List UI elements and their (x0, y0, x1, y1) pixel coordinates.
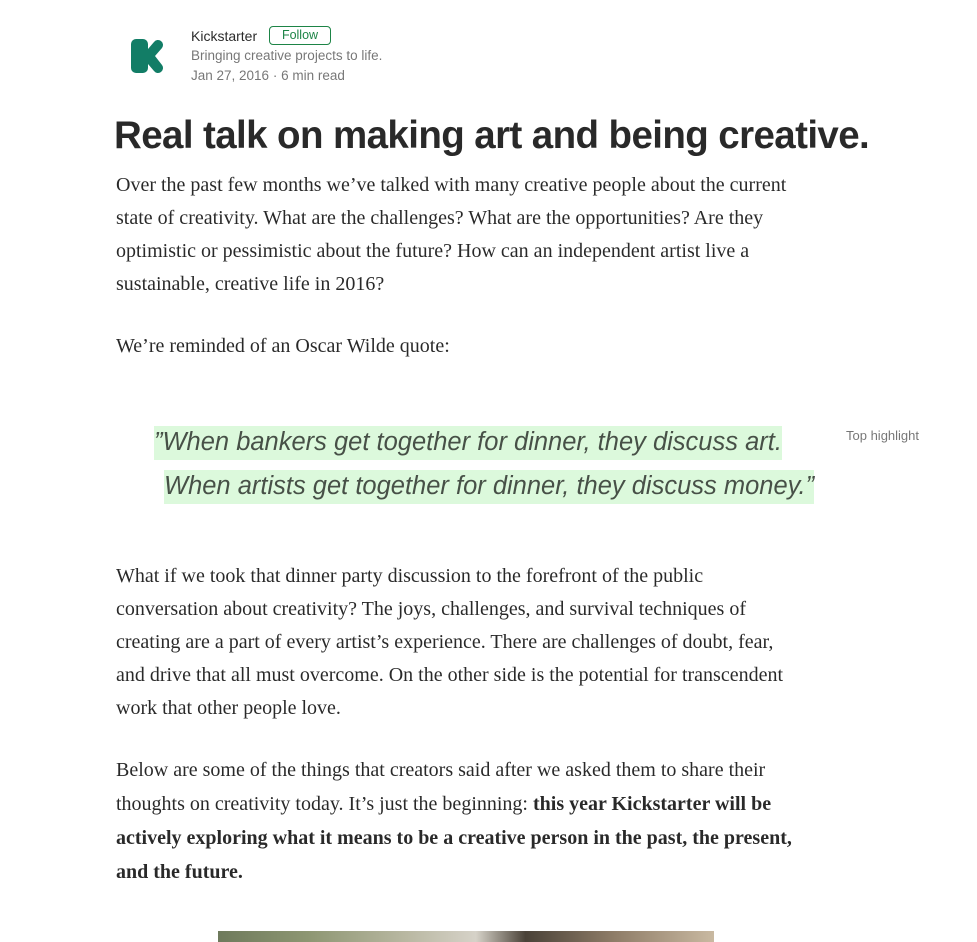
article-paragraph-1: Over the past few months we’ve talked with many creative people about the current state of creativity. What are the challenges? What are the opportunities? Are they optimistic or pessimistic about the future? How can an independent artist live a sustainable, creative life in 2016? (116, 174, 787, 295)
pull-quote (154, 420, 814, 508)
article-paragraph-4 (116, 754, 806, 889)
article-paragraph-2: We’re reminded of an Oscar Wilde quote: (116, 335, 450, 357)
author-header (0, 0, 977, 100)
article-image[interactable] (218, 931, 714, 942)
article-title: Real talk on making art and being creative. (114, 114, 870, 157)
post-date[interactable]: Jan 27, 2016 (191, 68, 270, 83)
kickstarter-logo-icon[interactable] (130, 38, 164, 74)
author-bio: Bringing creative projects to life. (191, 48, 383, 63)
meta-separator: · (269, 68, 282, 83)
follow-button[interactable]: Follow (269, 26, 331, 45)
quote-line-1 (154, 420, 814, 464)
highlighted-text-1[interactable]: ”When bankers get together for dinner, they discuss art. (154, 426, 782, 460)
paragraph-4-text: Below are some of the things that creators said after we asked them to share their thoughts on creativity today. It’s just the beginning: (116, 759, 766, 815)
author-name-link[interactable]: Kickstarter (191, 28, 258, 44)
highlighted-text-2[interactable]: When artists get together for dinner, they discuss money.” (164, 470, 814, 504)
top-highlight-label: Top highlight (846, 428, 919, 443)
paragraph-4-bold-text: this year Kickstarter will be actively exploring what it means to be a creative person in the past, the present, and the future. (116, 793, 792, 883)
read-time: 6 min read (281, 68, 345, 83)
article-paragraph-3: What if we took that dinner party discussion to the forefront of the public conversation about creativity? The joys, challenges, and survival techniques of creating are a part of every artist’s experience. There are challenges of doubt, fear, and drive that all must overcome. On the other side is the potential for transcendent work that other people love. (116, 565, 784, 719)
post-meta (191, 68, 345, 84)
quote-line-2 (154, 464, 814, 508)
